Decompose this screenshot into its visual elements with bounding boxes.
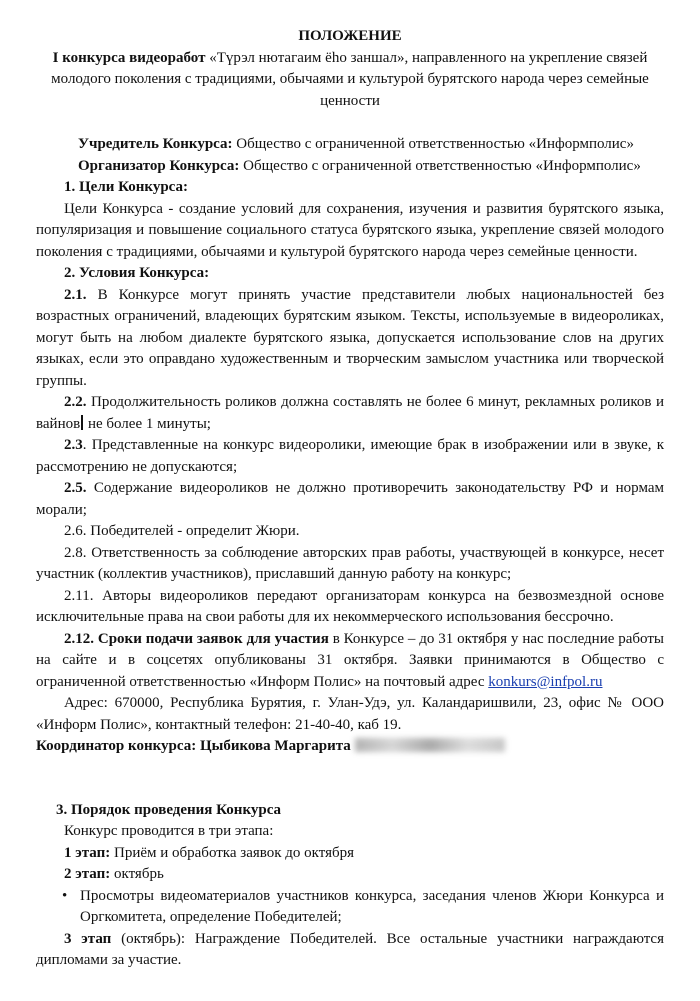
spacer	[36, 112, 664, 134]
clause-text-a: Продолжительность роликов должна составлять не более 6 минут, рекламных роликов и вайнов	[36, 394, 664, 432]
section2-heading: 2. Условия Конкурса:	[64, 265, 210, 281]
clause-2-3	[36, 435, 664, 478]
stage-1	[36, 843, 664, 865]
clause-text: В Конкурсе могут принять участие представители любых национальностей без возрастных ограничений, владеющих бурятским языком. Тексты, используемые в видеороликах, могут быть на любом диалекте бурятского языка, допускается использование слов на других языках, если это оправдано художественным и творческим замыслом участника или творческой группы.	[36, 286, 664, 389]
text-cursor	[81, 415, 83, 430]
stage-text: Приём и обработка заявок до октября	[110, 844, 355, 861]
clause-2-5	[36, 478, 664, 521]
section3-heading: 3. Порядок проведения Конкурса	[56, 801, 282, 818]
founder-label: Учредитель Конкурса:	[78, 136, 233, 152]
clause-2-1	[36, 285, 664, 393]
organizer-paragraph	[36, 156, 664, 178]
clause-bold: 2.12. Сроки подачи заявок для участия	[64, 630, 329, 647]
clause-number: 2.2.	[64, 394, 87, 410]
stage-3	[36, 929, 664, 972]
coordinator-text: Координатор конкурса: Цыбикова Маргарита	[36, 738, 351, 754]
organizer-text: Общество с ограниченной ответственностью «Информполис»	[239, 157, 641, 174]
subtitle-rest: «Түрэл нютагаим ёһо заншал», направленного на укрепление связей молодого поколения с традициями, обычаями и культурой бурятского народа через семейные ценности	[51, 49, 649, 109]
clause-number: 2.1.	[64, 286, 87, 303]
document-subtitle	[36, 48, 664, 113]
email-link[interactable]: konkurs@infpol.ru	[488, 673, 603, 690]
document-title: ПОЛОЖЕНИЕ	[298, 28, 402, 44]
address-paragraph: Адрес: 670000, Республика Бурятия, г. Улан-Удэ, ул. Каландаришвили, 23, офис № ООО «Информ Полис», контактный телефон: 21-40-40, каб 19.	[36, 695, 664, 733]
bullet-item	[36, 886, 664, 929]
redacted-blur	[355, 738, 505, 752]
section1-heading: 1. Цели Конкурса:	[64, 179, 189, 195]
clause-number: 2.5.	[64, 480, 87, 496]
founder-text: Общество с ограниченной ответственностью «Информполис»	[232, 136, 634, 152]
clause-text: Содержание видеороликов не должно противоречить законодательству РФ и нормам морали;	[36, 480, 664, 518]
bullet-text: Просмотры видеоматериалов участников конкурса, заседания членов Жюри Конкурса и Оргкомитета, определение Победителей;	[80, 887, 664, 925]
stage-label: 1 этап:	[64, 844, 111, 861]
spacer	[36, 758, 664, 800]
stage-label: 2 этап:	[64, 866, 111, 882]
clause-number: 2.3	[64, 437, 83, 453]
coordinator-line	[36, 736, 664, 758]
stage-text: (октябрь): Награждение Победителей. Все остальные участники награждаются дипломами за участие.	[36, 930, 664, 968]
clause-text: в Конкурсе – до 31 октября у нас последние работы на сайте и в соцсетях опубликованы 31 октября. Заявки принимаются в Общество с ограниченной ответственностью «Информ Полис» на почтовый адрес	[36, 630, 664, 690]
organizer-label: Организатор Конкурса:	[78, 157, 240, 174]
section1-text: Цели Конкурса - создание условий для сохранения, изучения и развития бурятского языка, популяризация и повышение социального статуса бурятского языка, укрепление связей молодого поколения с традициями, обычаями и культурой бурятского народа через семейные ценности.	[36, 200, 664, 260]
stage-label: 3 этап	[64, 930, 112, 947]
clause-text-b: не более 1 минуты;	[84, 415, 211, 432]
clause-text: . Представленные на конкурс видеоролики, имеющие брак в изображении или в звуке, к рассмотрению не допускаются;	[36, 437, 664, 475]
founder-paragraph	[36, 134, 664, 156]
clause-2-11: 2.11. Авторы видеороликов передают организаторам конкурса на безвозмездной основе исключительные права на свои работы для их некоммерческого использования бессрочно.	[36, 587, 664, 625]
clause-2-12	[36, 629, 664, 694]
subtitle-bold: I конкурса видеоработ	[52, 49, 206, 66]
clause-2-2	[36, 392, 664, 435]
bullet-icon: •	[62, 887, 68, 904]
clause-2-6: 2.6. Победителей - определит Жюри.	[64, 523, 300, 539]
stage-text: октябрь	[110, 866, 164, 882]
stage-2	[36, 864, 664, 886]
clause-2-8: 2.8. Ответственность за соблюдение авторских прав работы, участвующей в конкурсе, несет участник (коллектив участников), приславший данную работу на конкурс;	[36, 544, 664, 582]
section3-intro: Конкурс проводится в три этапа:	[64, 823, 274, 839]
